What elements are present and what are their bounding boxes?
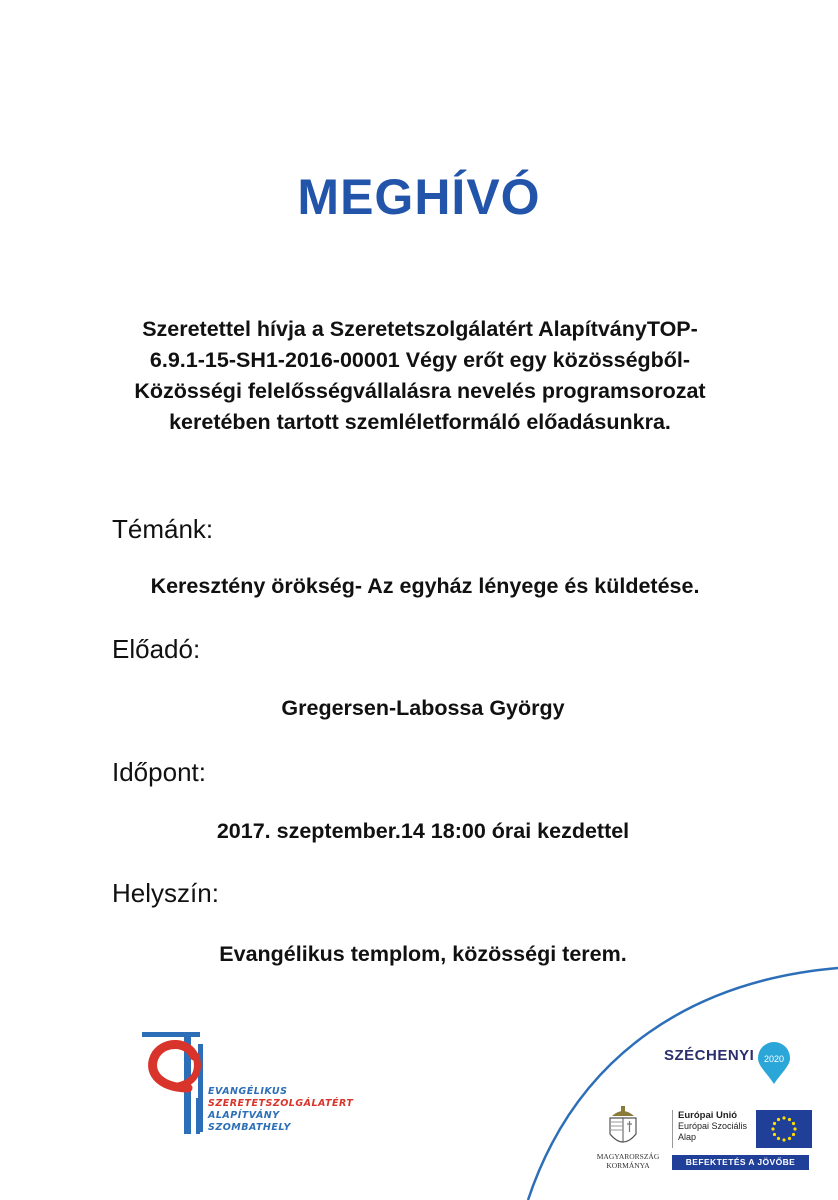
government-label [588,1152,668,1170]
intro-line: 6.9.1-15-SH1-2016-00001 Végy erőt egy közösségből- [149,348,691,372]
intro-line: keretében tartott szemléletformáló előadásunkra. [169,410,671,434]
speaker-value: Gregersen-Labossa György [281,696,565,720]
government-line-1: MAGYARORSZÁG [596,1152,660,1161]
szechenyi-label: SZÉCHENYI [664,1047,755,1064]
investment-banner: BEFEKTETÉS A JÖVŐBE [672,1155,809,1170]
speaker-label: Előadó: [112,634,201,664]
logo-line-2: SZERETETSZOLGÁLATÉRT [208,1098,354,1109]
topic-value: Keresztény örökség- Az egyház lényege és küldetése. [150,574,700,598]
map-pin-icon [754,1042,794,1086]
coat-of-arms-icon [598,1104,648,1152]
eu-line-3: Alap [678,1132,697,1142]
place-value: Evangélikus templom, közösségi terem. [219,942,627,966]
logo-line-4: SZOMBATHELY [208,1122,291,1133]
logo-line-3: ALAPÍTVÁNY [208,1110,280,1121]
logo-line-1: EVANGÉLIKUS [208,1086,288,1097]
government-line-2: KORMÁNYA [606,1161,650,1170]
place-label: Helyszín: [112,878,219,908]
time-label: Időpont: [112,757,206,787]
intro-line: Közösségi felelősségvállalásra nevelés programsorozat [134,379,706,403]
intro-line: Szeretettel hívja a Szeretetszolgálatért AlapítványTOP- [142,317,698,341]
topic-label: Témánk: [112,514,214,544]
eu-text-block [672,1110,756,1148]
foundation-logo [138,1030,358,1140]
eu-line-2: Európai Szociális [678,1121,748,1131]
eu-line-1: Európai Unió [678,1110,738,1121]
eu-flag-icon [756,1110,812,1148]
page-title: MEGHÍVÓ [297,169,541,225]
time-value: 2017. szeptember.14 18:00 órai kezdettel [216,819,630,843]
pin-label: 2020 [763,1054,785,1064]
intro-paragraph [60,314,780,438]
